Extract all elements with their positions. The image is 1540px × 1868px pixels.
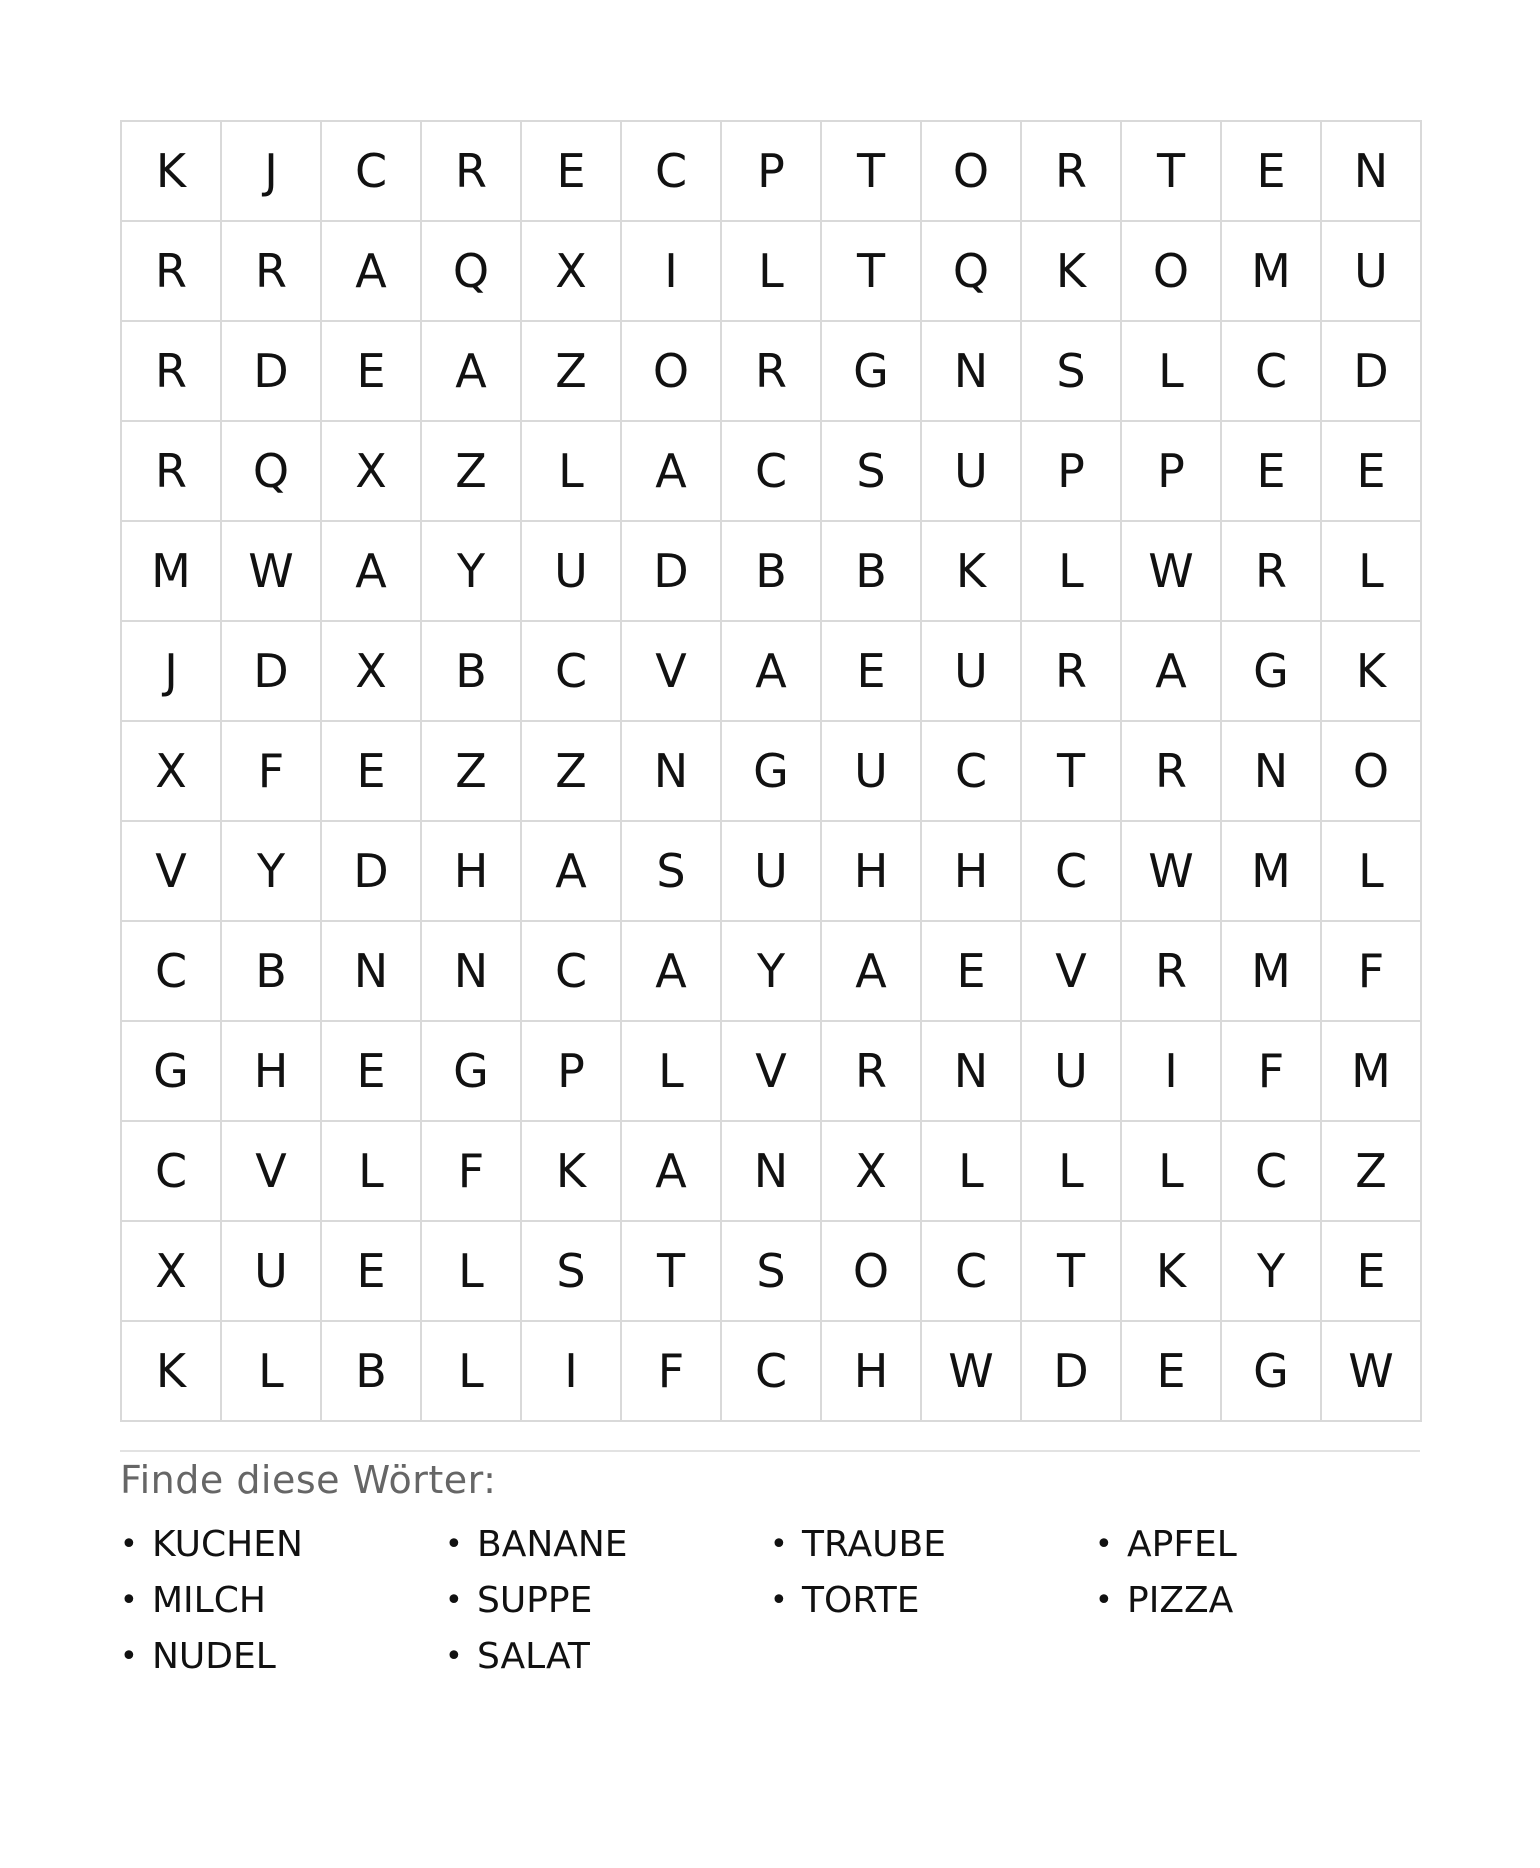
grid-cell[interactable]: M — [1322, 1022, 1422, 1122]
grid-cell[interactable]: A — [422, 322, 522, 422]
word-list-item — [120, 1516, 445, 1572]
grid-cell[interactable]: Y — [222, 822, 322, 922]
grid-cell[interactable]: F — [1222, 1022, 1322, 1122]
word-list-item — [1095, 1516, 1420, 1572]
grid-cell[interactable]: P — [722, 122, 822, 222]
grid-cell[interactable]: C — [922, 722, 1022, 822]
word-list-item — [770, 1516, 1095, 1572]
bullet-icon: • — [120, 1582, 138, 1618]
word-label: PIZZA — [1127, 1579, 1234, 1621]
grid-cell[interactable]: V — [722, 1022, 822, 1122]
grid-cell[interactable]: T — [822, 222, 922, 322]
word-list — [120, 1516, 1420, 1684]
grid-cell[interactable]: D — [622, 522, 722, 622]
grid-cell[interactable]: C — [522, 622, 622, 722]
word-label: BANANE — [477, 1523, 628, 1565]
divider — [120, 1450, 1420, 1452]
grid-cell[interactable]: Z — [1322, 1122, 1422, 1222]
grid-cell[interactable]: E — [322, 1022, 422, 1122]
grid-cell[interactable]: K — [522, 1122, 622, 1222]
grid-cell[interactable]: E — [1122, 1322, 1222, 1422]
grid-cell[interactable]: L — [222, 1322, 322, 1422]
grid-cell[interactable]: B — [822, 522, 922, 622]
grid-cell[interactable]: D — [1322, 322, 1422, 422]
grid-cell[interactable]: V — [122, 822, 222, 922]
grid-cell[interactable]: S — [1022, 322, 1122, 422]
grid-cell[interactable]: W — [1322, 1322, 1422, 1422]
grid-cell[interactable]: L — [1322, 822, 1422, 922]
grid-cell[interactable]: P — [1022, 422, 1122, 522]
grid-cell[interactable]: A — [822, 922, 922, 1022]
grid-cell[interactable]: S — [822, 422, 922, 522]
grid-cell[interactable]: B — [422, 622, 522, 722]
grid-cell[interactable]: G — [122, 1022, 222, 1122]
grid-cell[interactable]: S — [722, 1222, 822, 1322]
grid-cell[interactable]: R — [122, 422, 222, 522]
word-label: TRAUBE — [802, 1523, 946, 1565]
word-list-item — [120, 1572, 445, 1628]
grid-cell[interactable]: F — [1322, 922, 1422, 1022]
grid-cell[interactable]: T — [1022, 1222, 1122, 1322]
grid-cell[interactable]: R — [1022, 122, 1122, 222]
grid-cell[interactable]: R — [1022, 622, 1122, 722]
grid-cell[interactable]: E — [922, 922, 1022, 1022]
grid-cell[interactable]: N — [722, 1122, 822, 1222]
grid-cell[interactable]: R — [1122, 922, 1222, 1022]
grid-cell[interactable]: V — [1022, 922, 1122, 1022]
grid-cell[interactable]: U — [1022, 1022, 1122, 1122]
word-label: NUDEL — [152, 1635, 276, 1677]
word-search-puzzle — [120, 120, 1420, 1684]
bullet-icon: • — [445, 1638, 463, 1674]
bullet-icon: • — [1095, 1582, 1113, 1618]
grid-cell[interactable]: H — [822, 1322, 922, 1422]
grid-cell[interactable]: E — [1222, 122, 1322, 222]
grid-cell[interactable]: T — [822, 122, 922, 222]
grid-cell[interactable]: U — [922, 422, 1022, 522]
grid-cell[interactable]: Z — [422, 422, 522, 522]
grid-cell[interactable]: X — [322, 422, 422, 522]
grid-cell[interactable]: T — [1122, 122, 1222, 222]
bullet-icon: • — [445, 1526, 463, 1562]
grid-cell[interactable]: L — [422, 1222, 522, 1322]
grid-cell[interactable]: A — [522, 822, 622, 922]
grid-cell[interactable]: A — [322, 522, 422, 622]
grid-cell[interactable]: K — [122, 122, 222, 222]
grid-cell[interactable]: K — [1322, 622, 1422, 722]
grid-cell[interactable]: E — [822, 622, 922, 722]
grid-cell[interactable]: C — [1222, 1122, 1322, 1222]
grid-cell[interactable]: L — [722, 222, 822, 322]
bullet-icon: • — [120, 1526, 138, 1562]
grid-cell[interactable]: E — [322, 1222, 422, 1322]
grid-cell[interactable]: H — [422, 822, 522, 922]
grid-cell[interactable]: E — [322, 722, 422, 822]
grid-cell[interactable]: X — [822, 1122, 922, 1222]
grid-cell[interactable]: K — [922, 522, 1022, 622]
grid-cell[interactable]: L — [1022, 522, 1122, 622]
grid-cell[interactable]: F — [622, 1322, 722, 1422]
grid-cell[interactable]: R — [122, 322, 222, 422]
grid-cell[interactable]: T — [622, 1222, 722, 1322]
grid-cell[interactable]: L — [1122, 322, 1222, 422]
grid-cell[interactable]: A — [1122, 622, 1222, 722]
grid-cell[interactable]: A — [622, 422, 722, 522]
grid-cell[interactable]: C — [622, 122, 722, 222]
word-list-item — [770, 1572, 1095, 1628]
bullet-icon: • — [120, 1638, 138, 1674]
grid-cell[interactable]: C — [122, 922, 222, 1022]
grid-cell[interactable]: T — [1022, 722, 1122, 822]
grid-cell[interactable]: L — [922, 1122, 1022, 1222]
grid-cell[interactable]: H — [822, 822, 922, 922]
grid-cell[interactable]: P — [1122, 422, 1222, 522]
grid-cell[interactable]: E — [522, 122, 622, 222]
grid-cell[interactable]: U — [722, 822, 822, 922]
grid-cell[interactable]: C — [1022, 822, 1122, 922]
grid-cell[interactable]: U — [822, 722, 922, 822]
word-list-item — [120, 1628, 445, 1684]
grid-cell[interactable]: K — [122, 1322, 222, 1422]
grid-cell[interactable]: O — [1122, 222, 1222, 322]
grid-cell[interactable]: Q — [922, 222, 1022, 322]
grid-cell[interactable]: L — [1022, 1122, 1122, 1222]
grid-cell[interactable]: S — [522, 1222, 622, 1322]
grid-cell[interactable]: W — [1122, 822, 1222, 922]
word-list-item — [1095, 1572, 1420, 1628]
word-label: TORTE — [802, 1579, 920, 1621]
grid-cell[interactable]: B — [322, 1322, 422, 1422]
grid-cell[interactable]: L — [422, 1322, 522, 1422]
grid-cell[interactable]: S — [622, 822, 722, 922]
grid-cell[interactable]: J — [222, 122, 322, 222]
grid-cell[interactable]: B — [722, 522, 822, 622]
grid-cell[interactable]: H — [222, 1022, 322, 1122]
grid-cell[interactable]: R — [1222, 522, 1322, 622]
grid-cell[interactable]: E — [1222, 422, 1322, 522]
grid-cell[interactable]: N — [1222, 722, 1322, 822]
grid-cell[interactable]: C — [722, 422, 822, 522]
grid-cell[interactable]: I — [522, 1322, 622, 1422]
grid-cell[interactable]: O — [822, 1222, 922, 1322]
grid-cell[interactable]: V — [622, 622, 722, 722]
grid-cell[interactable]: I — [622, 222, 722, 322]
bullet-icon: • — [770, 1582, 788, 1618]
grid-cell[interactable]: G — [1222, 1322, 1322, 1422]
grid-cell[interactable]: C — [922, 1222, 1022, 1322]
grid-cell[interactable]: Y — [422, 522, 522, 622]
word-label: KUCHEN — [152, 1523, 303, 1565]
grid-cell[interactable]: U — [522, 522, 622, 622]
grid-cell[interactable]: G — [422, 1022, 522, 1122]
grid-cell[interactable]: A — [322, 222, 422, 322]
grid-cell[interactable]: C — [722, 1322, 822, 1422]
word-label: MILCH — [152, 1579, 266, 1621]
grid-cell[interactable]: Z — [422, 722, 522, 822]
grid-cell[interactable]: M — [1222, 922, 1322, 1022]
grid-cell[interactable]: B — [222, 922, 322, 1022]
grid-cell[interactable]: I — [1122, 1022, 1222, 1122]
grid-cell[interactable]: R — [122, 222, 222, 322]
grid-cell[interactable]: E — [1322, 422, 1422, 522]
grid-cell[interactable]: R — [1122, 722, 1222, 822]
grid-cell[interactable]: M — [122, 522, 222, 622]
grid-cell[interactable]: N — [922, 1022, 1022, 1122]
grid-cell[interactable]: N — [422, 922, 522, 1022]
word-list-item — [445, 1628, 770, 1684]
grid-cell[interactable]: D — [322, 822, 422, 922]
word-label: SALAT — [477, 1635, 590, 1677]
grid-cell[interactable]: W — [222, 522, 322, 622]
bullet-icon: • — [445, 1582, 463, 1618]
word-list-heading: Finde diese Wörter: — [120, 1458, 497, 1502]
grid-cell[interactable]: D — [1022, 1322, 1122, 1422]
grid-cell[interactable]: F — [422, 1122, 522, 1222]
grid-cell[interactable]: F — [222, 722, 322, 822]
grid-cell[interactable]: C — [322, 122, 422, 222]
grid-cell[interactable]: L — [622, 1022, 722, 1122]
word-label: APFEL — [1127, 1523, 1237, 1565]
grid-cell[interactable]: L — [1322, 522, 1422, 622]
grid-cell[interactable]: R — [422, 122, 522, 222]
grid-cell[interactable]: Y — [1222, 1222, 1322, 1322]
grid-cell[interactable]: E — [322, 322, 422, 422]
grid-cell[interactable]: N — [922, 322, 1022, 422]
grid-cell[interactable]: A — [622, 1122, 722, 1222]
letter-grid — [120, 120, 1422, 1422]
grid-cell[interactable]: R — [822, 1022, 922, 1122]
grid-cell[interactable]: W — [1122, 522, 1222, 622]
grid-cell[interactable]: U — [222, 1222, 322, 1322]
grid-cell[interactable]: O — [1322, 722, 1422, 822]
grid-cell[interactable]: Y — [722, 922, 822, 1022]
bullet-icon: • — [1095, 1526, 1113, 1562]
grid-cell[interactable]: G — [722, 722, 822, 822]
grid-cell[interactable]: R — [722, 322, 822, 422]
grid-cell[interactable]: L — [322, 1122, 422, 1222]
grid-cell[interactable]: Z — [522, 722, 622, 822]
bullet-icon: • — [770, 1526, 788, 1562]
grid-cell[interactable]: L — [522, 422, 622, 522]
grid-cell[interactable]: N — [622, 722, 722, 822]
grid-cell[interactable]: X — [122, 722, 222, 822]
grid-cell[interactable]: L — [1122, 1122, 1222, 1222]
grid-cell[interactable]: A — [622, 922, 722, 1022]
grid-cell[interactable]: N — [1322, 122, 1422, 222]
grid-cell[interactable]: O — [622, 322, 722, 422]
word-list-item — [445, 1516, 770, 1572]
grid-cell[interactable]: R — [222, 222, 322, 322]
grid-cell[interactable]: U — [922, 622, 1022, 722]
grid-cell[interactable]: E — [1322, 1222, 1422, 1322]
grid-cell[interactable]: Z — [522, 322, 622, 422]
grid-cell[interactable]: J — [122, 622, 222, 722]
grid-cell[interactable]: G — [1222, 622, 1322, 722]
grid-cell[interactable]: M — [1222, 822, 1322, 922]
grid-cell[interactable]: M — [1222, 222, 1322, 322]
grid-cell[interactable]: C — [122, 1122, 222, 1222]
grid-cell[interactable]: H — [922, 822, 1022, 922]
grid-cell[interactable]: O — [922, 122, 1022, 222]
grid-cell[interactable]: P — [522, 1022, 622, 1122]
word-list-item — [445, 1572, 770, 1628]
grid-cell[interactable]: C — [1222, 322, 1322, 422]
grid-cell[interactable]: D — [222, 622, 322, 722]
grid-cell[interactable]: D — [222, 322, 322, 422]
grid-cell[interactable]: A — [722, 622, 822, 722]
grid-cell[interactable]: K — [1122, 1222, 1222, 1322]
grid-cell[interactable]: N — [322, 922, 422, 1022]
grid-cell[interactable]: W — [922, 1322, 1022, 1422]
grid-cell[interactable]: X — [522, 222, 622, 322]
grid-cell[interactable]: V — [222, 1122, 322, 1222]
grid-cell[interactable]: U — [1322, 222, 1422, 322]
grid-cell[interactable]: Q — [222, 422, 322, 522]
grid-cell[interactable]: X — [322, 622, 422, 722]
grid-cell[interactable]: G — [822, 322, 922, 422]
grid-cell[interactable]: X — [122, 1222, 222, 1322]
grid-cell[interactable]: K — [1022, 222, 1122, 322]
grid-cell[interactable]: Q — [422, 222, 522, 322]
word-label: SUPPE — [477, 1579, 593, 1621]
grid-cell[interactable]: C — [522, 922, 622, 1022]
